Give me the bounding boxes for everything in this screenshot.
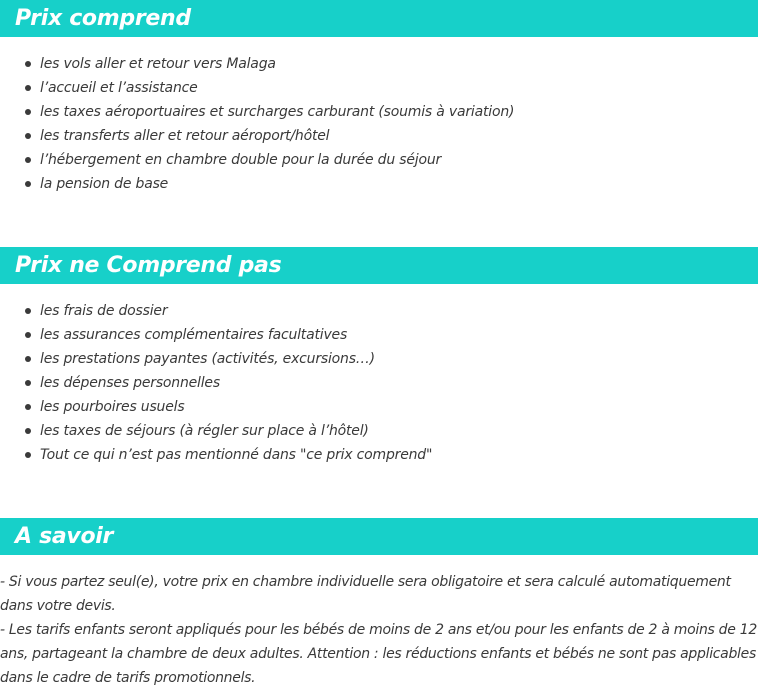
bullet-icon	[25, 308, 31, 314]
list-item	[0, 323, 432, 347]
info-paragraph: - Les tarifs enfants seront appliqués pour les bébés de moins de 2 ans et/ou pour les enfants de 2 à moins de 12 ans, partageant la chambre de deux adultes. Attention : les réductions enfants et bébés ne sont pas applicables dans le cadre de tarifs promotionnels.	[0, 622, 757, 686]
list-item-text: les dépenses personnelles	[40, 375, 220, 391]
list-item	[0, 124, 514, 148]
list-item-text: les taxes aéroportuaires et surcharges carburant (soumis à variation)	[40, 104, 515, 120]
bullet-icon	[25, 428, 31, 434]
bullet-icon	[25, 85, 31, 91]
list-item	[0, 76, 514, 100]
not-included-title: Prix ne Comprend pas	[15, 253, 282, 278]
list-item	[0, 100, 514, 124]
bullet-icon	[25, 157, 31, 163]
list-item-text: les transferts aller et retour aéroport/hôtel	[40, 128, 330, 144]
list-item-text: la pension de base	[40, 176, 169, 192]
list-item-text: l’accueil et l’assistance	[40, 80, 198, 96]
list-item	[0, 395, 432, 419]
bullet-icon	[25, 356, 31, 362]
list-item-text: les pourboires usuels	[40, 399, 185, 415]
list-item	[0, 371, 432, 395]
list-item	[0, 443, 432, 467]
included-list	[0, 52, 514, 196]
list-item	[0, 299, 432, 323]
included-header	[0, 0, 758, 37]
bullet-icon	[25, 404, 31, 410]
bullet-icon	[25, 332, 31, 338]
good-to-know-text	[0, 570, 758, 690]
not-included-header	[0, 247, 758, 284]
list-item-text: l’hébergement en chambre double pour la durée du séjour	[40, 152, 442, 168]
info-paragraph: - Si vous partez seul(e), votre prix en chambre individuelle sera obligatoire et sera calculé automatiquement dans votre devis.	[0, 574, 731, 614]
included-title: Prix comprend	[15, 6, 191, 31]
bullet-icon	[25, 133, 31, 139]
list-item	[0, 172, 514, 196]
bullet-icon	[25, 61, 31, 67]
list-item-text: les taxes de séjours (à régler sur place à l’hôtel)	[40, 423, 369, 439]
list-item-text: les assurances complémentaires facultatives	[40, 327, 348, 343]
list-item-text: Tout ce qui n’est pas mentionné dans "ce prix comprend"	[40, 447, 433, 463]
list-item-text: les vols aller et retour vers Malaga	[40, 56, 276, 72]
list-item	[0, 347, 432, 371]
bullet-icon	[25, 452, 31, 458]
not-included-list	[0, 299, 432, 467]
bullet-icon	[25, 109, 31, 115]
bullet-icon	[25, 380, 31, 386]
good-to-know-title: A savoir	[15, 524, 114, 549]
list-item-text: les frais de dossier	[40, 303, 168, 319]
list-item	[0, 419, 432, 443]
bullet-icon	[25, 181, 31, 187]
list-item-text: les prestations payantes (activités, excursions…)	[40, 351, 375, 367]
list-item	[0, 52, 514, 76]
good-to-know-header	[0, 518, 758, 555]
list-item	[0, 148, 514, 172]
